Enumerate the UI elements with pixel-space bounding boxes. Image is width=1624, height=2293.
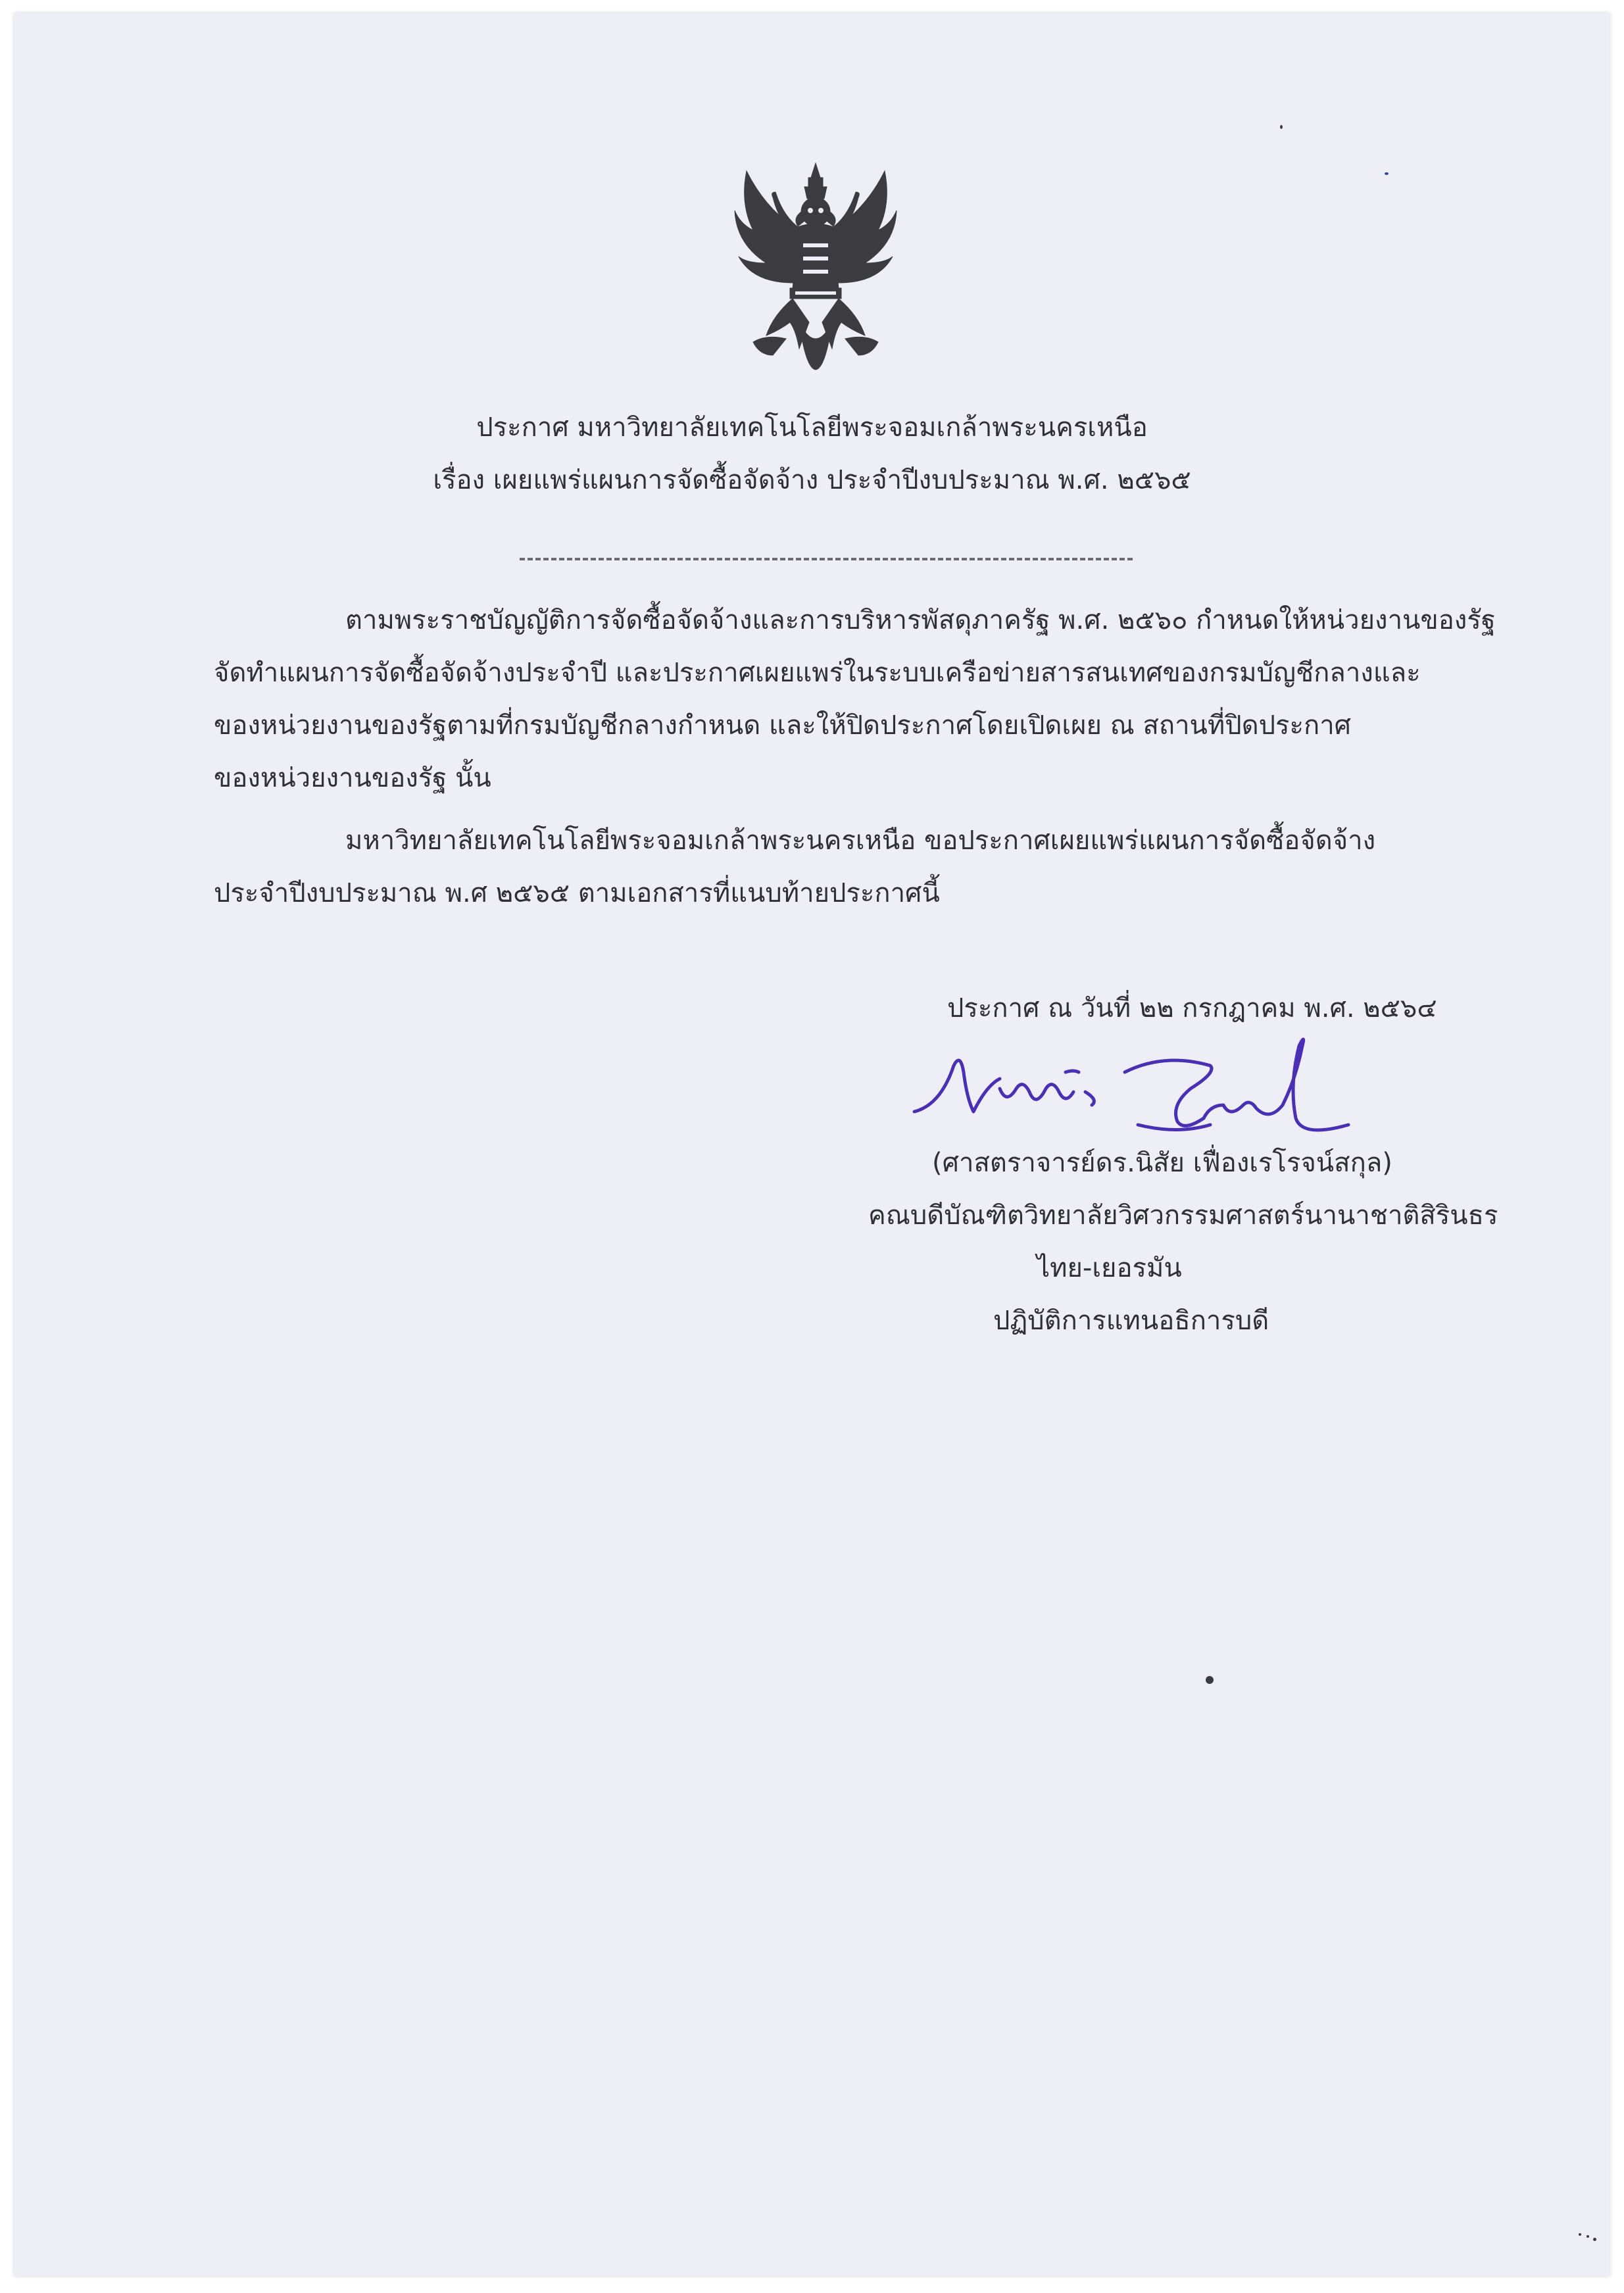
signer-position-line-1: คณบดีบัณฑิตวิทยาลัยวิศวกรรมศาสตร์นานาชาติสิรินธร <box>868 1200 1498 1231</box>
handwritten-signature <box>901 1026 1375 1151</box>
scan-speck <box>1385 172 1389 175</box>
scan-speck <box>1280 125 1283 129</box>
scan-speck <box>1206 1676 1214 1684</box>
paragraph-1-line: จัดทำแผนการจัดซื้อจัดจ้างประจำปี และประกาศเผยแพร่ในระบบเครือข่ายสารสนเทศของกรมบัญชีกลางและ <box>214 658 1421 688</box>
signer-position-line-3: ปฏิบัติการแทนอธิการบดี <box>993 1306 1269 1336</box>
paragraph-1-line: ของหน่วยงานของรัฐ นั้น <box>214 763 491 793</box>
scan-speck <box>1579 2233 1581 2236</box>
paragraph-1 <box>214 602 1496 797</box>
scan-speck <box>1587 2235 1589 2238</box>
announcement-date: ประกาศ ณ วันที่ ๒๒ กรกฎาคม พ.ศ. ๒๕๖๔ <box>947 993 1437 1023</box>
paragraph-1-line: ของหน่วยงานของรัฐตามที่กรมบัญชีกลางกำหนด และให้ปิดประกาศโดยเปิดเผย ณ สถานที่ปิดประกาศ <box>214 710 1352 741</box>
paragraph-2-line: ประจำปีงบประมาณ พ.ศ ๒๕๖๕ ตามเอกสารที่แนบท้ายประกาศนี้ <box>214 878 940 908</box>
paragraph-1-line: ตามพระราชบัญญัติการจัดซื้อจัดจ้างและการบริหารพัสดุภาครัฐ พ.ศ. ๒๕๖๐ กำหนดให้หน่วยงานของรัฐ <box>345 605 1496 635</box>
scan-speck <box>1593 2238 1596 2241</box>
paragraph-2-line: มหาวิทยาลัยเทคโนโลยีพระจอมเกล้าพระนครเหนือ ขอประกาศเผยแพร่แผนการจัดซื้อจัดจ้าง <box>345 826 1376 856</box>
announcement-subject: เรื่อง เผยแพร่แผนการจัดซื้อจัดจ้าง ประจำปีงบประมาณ พ.ศ. ๒๕๖๕ <box>433 465 1191 495</box>
garuda-emblem-icon <box>727 158 904 372</box>
paragraph-2 <box>214 822 1444 912</box>
dashed-divider <box>520 558 1133 560</box>
announcement-title: ประกาศ มหาวิทยาลัยเทคโนโลยีพระจอมเกล้าพระนครเหนือ <box>476 412 1148 443</box>
signer-position-line-2: ไทย-เยอรมัน <box>1037 1253 1182 1283</box>
signer-name: (ศาสตราจารย์ดร.นิสัย เฟื่องเรโรจน์สกุล) <box>932 1148 1392 1178</box>
